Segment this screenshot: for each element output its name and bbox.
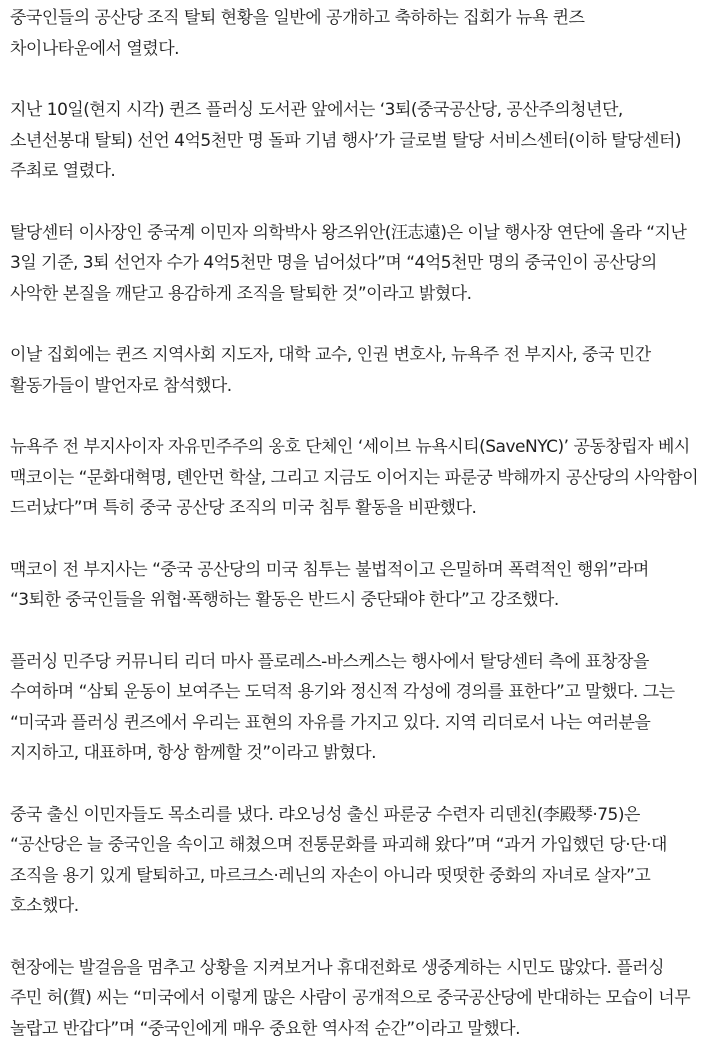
paragraph-flores-vasquez: 플러싱 민주당 커뮤니티 리더 마사 플로레스-바스케스는 행사에서 탈당센터 측에 표창장을 수여하며 “삼퇴 운동이 보여주는 도덕적 용기와 정신적 각성에 경의를 표한다”고 말했다. 그는 “미국과 플러싱 퀸즈에서 우리는 표현의 자유를 가지고 있다. 지역 리더로서 나는 여러분을 지지하고, 대표하며, 항상 함께할 것”이라고 밝혔다. xyxy=(10,647,700,769)
paragraph-onlookers: 현장에는 발걸음을 멈추고 상황을 지켜보거나 휴대전화로 생중계하는 시민도 많았다. 플러싱 주민 허(賀) 씨는 “미국에서 이렇게 많은 사람이 공개적으로 중국공산당에 반대하는 모습이 너무 놀랍고 반갑다”며 “중국인에게 매우 중요한 역사적 순간”이라고 말했다. xyxy=(10,953,700,1044)
paragraph-chairman-quote: 탈당센터 이사장인 중국계 이민자 의학박사 왕즈위안(汪志遠)은 이날 행사장 연단에 올라 “지난 3일 기준, 3퇴 선언자 수가 4억5천만 명을 넘어섰다”며 “4억5천만 명의 중국인이 공산당의 사악한 본질을 깨닫고 용감하게 조직을 탈퇴한 것”이라고 밝혔다. xyxy=(10,218,700,310)
paragraph-immigrants: 중국 출신 이민자들도 목소리를 냈다. 랴오닝성 출신 파룬궁 수련자 리덴친(李殿琴·75)은 “공산당은 늘 중국인을 속이고 해쳤으며 전통문화를 파괴해 왔다”며 “과거 가입했던 당·단·대 조직을 용기 있게 탈퇴하고, 마르크스·레닌의 자손이 아니라 떳떳한 중화의 자녀로 살자”고 호소했다. xyxy=(10,800,700,922)
paragraph-speakers: 이날 집회에는 퀸즈 지역사회 지도자, 대학 교수, 인권 변호사, 뉴욕주 전 부지사, 중국 민간 활동가들이 발언자로 참석했다. xyxy=(10,340,700,401)
paragraph-intro: 중국인들의 공산당 조직 탈퇴 현황을 일반에 공개하고 축하하는 집회가 뉴욕 퀸즈 차이나타운에서 열렸다. xyxy=(10,3,700,64)
paragraph-mccaughey-2: 맥코이 전 부지사는 “중국 공산당의 미국 침투는 불법적이고 은밀하며 폭력적인 행위”라며 “3퇴한 중국인들을 위협·폭행하는 활동은 반드시 중단돼야 한다”고 강조했다. xyxy=(10,555,700,616)
paragraph-event: 지난 10일(현지 시각) 퀸즈 플러싱 도서관 앞에서는 ‘3퇴(중국공산당, 공산주의청년단, 소년선봉대 탈퇴) 선언 4억5천만 명 돌파 기념 행사’가 글로벌 탈당 서비스센터(이하 탈당센터) 주최로 열렸다. xyxy=(10,95,700,187)
paragraph-mccaughey-1: 뉴욕주 전 부지사이자 자유민주주의 옹호 단체인 ‘세이브 뉴욕시티(SaveNYC)’ 공동창립자 베시 맥코이는 “문화대혁명, 톈안먼 학살, 그리고 지금도 이어지는 파룬궁 박해까지 공산당의 사악함이 드러났다”며 특히 중국 공산당 조직의 미국 침투 활동을 비판했다. xyxy=(10,432,700,524)
